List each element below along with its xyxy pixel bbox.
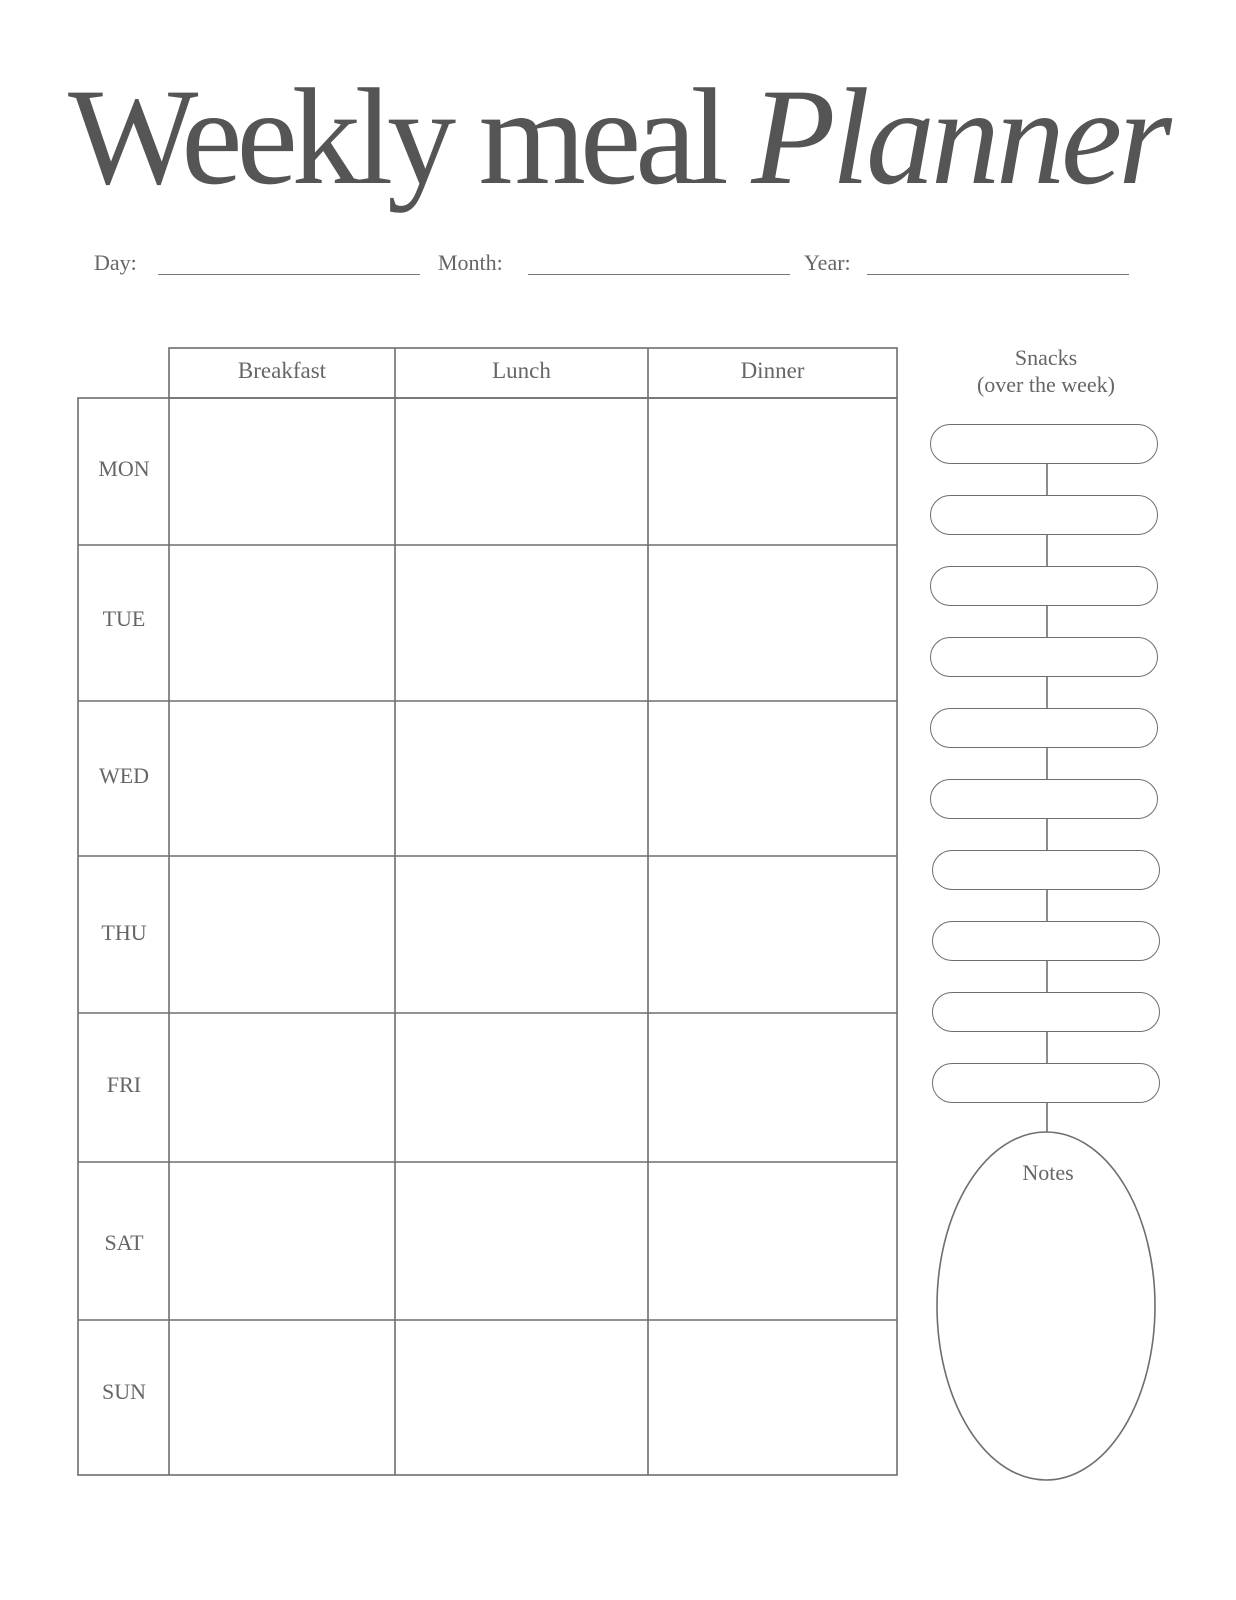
- cell-fri-breakfast[interactable]: [170, 1014, 394, 1161]
- day-label-sun: SUN: [101, 1379, 146, 1404]
- snack-slot-3[interactable]: [930, 566, 1158, 606]
- snack-slot-10[interactable]: [932, 1063, 1160, 1103]
- cell-fri-dinner[interactable]: [649, 1014, 896, 1161]
- snack-slot-5[interactable]: [930, 708, 1158, 748]
- snacks-title-line-2: (over the week): [976, 372, 1116, 397]
- title-part-1: Weekly meal: [68, 60, 752, 213]
- snack-slot-8[interactable]: [932, 921, 1160, 961]
- cell-mon-breakfast[interactable]: [170, 399, 394, 544]
- header-breakfast: Breakfast: [237, 358, 327, 383]
- cell-fri-lunch[interactable]: [396, 1014, 647, 1161]
- cell-sat-dinner[interactable]: [649, 1163, 896, 1319]
- cell-sun-dinner[interactable]: [649, 1321, 896, 1474]
- cell-wed-breakfast[interactable]: [170, 702, 394, 855]
- cell-sun-breakfast[interactable]: [170, 1321, 394, 1474]
- snack-slot-7[interactable]: [932, 850, 1160, 890]
- cell-mon-lunch[interactable]: [396, 399, 647, 544]
- cell-thu-dinner[interactable]: [649, 857, 896, 1012]
- day-label-sat: SAT: [104, 1230, 144, 1255]
- snack-slot-9[interactable]: [932, 992, 1160, 1032]
- cell-sat-breakfast[interactable]: [170, 1163, 394, 1319]
- snack-slot-1[interactable]: [930, 424, 1158, 464]
- snacks-title: [930, 344, 1162, 398]
- cell-thu-breakfast[interactable]: [170, 857, 394, 1012]
- snack-slot-2[interactable]: [930, 495, 1158, 535]
- cell-thu-lunch[interactable]: [396, 857, 647, 1012]
- snacks-title-line-1: Snacks: [1014, 345, 1078, 370]
- month-label: Month:: [438, 250, 503, 275]
- day-label-mon: MON: [98, 456, 150, 481]
- cell-mon-dinner[interactable]: [649, 399, 896, 544]
- header-lunch: Lunch: [492, 358, 551, 383]
- cell-sun-lunch[interactable]: [396, 1321, 647, 1474]
- cell-tue-lunch[interactable]: [396, 546, 647, 700]
- cell-wed-dinner[interactable]: [649, 702, 896, 855]
- day-label-wed: WED: [98, 763, 150, 788]
- title-part-2: Planner: [751, 60, 1168, 213]
- cell-sat-lunch[interactable]: [396, 1163, 647, 1319]
- year-label: Year:: [804, 250, 851, 275]
- day-label-tue: TUE: [102, 606, 146, 631]
- cell-tue-breakfast[interactable]: [170, 546, 394, 700]
- cell-wed-lunch[interactable]: [396, 702, 647, 855]
- day-label: Day:: [94, 250, 137, 275]
- day-label-thu: THU: [101, 920, 147, 945]
- notes-label: Notes: [1022, 1160, 1074, 1185]
- day-label-fri: FRI: [106, 1072, 142, 1097]
- cell-tue-dinner[interactable]: [649, 546, 896, 700]
- snack-slot-6[interactable]: [930, 779, 1158, 819]
- header-dinner: Dinner: [740, 358, 805, 383]
- snack-slot-4[interactable]: [930, 637, 1158, 677]
